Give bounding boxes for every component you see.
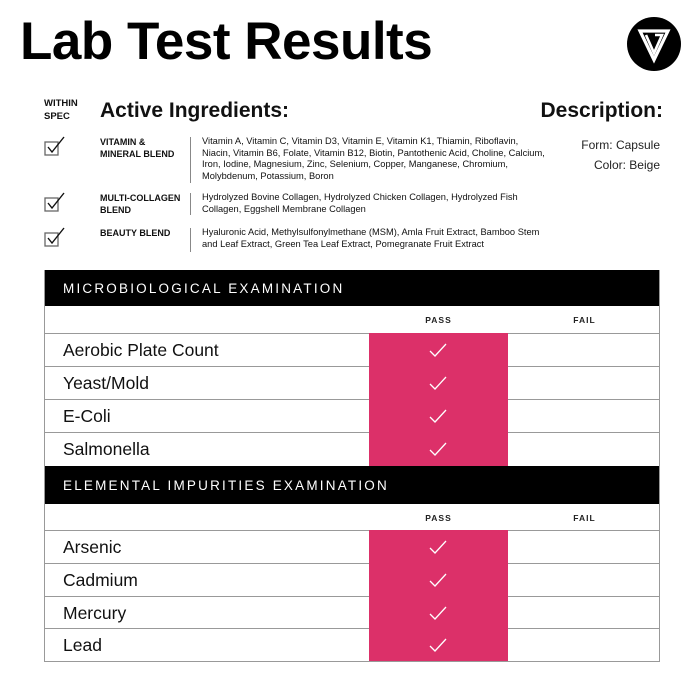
table-row (45, 629, 659, 661)
table-row (45, 367, 659, 400)
pass-cell (369, 366, 508, 399)
blend-ingredient-list: Hydrolyzed Bovine Collagen, Hydrolyzed Chicken Collagen, Hydrolyzed Fish Collagen, Eggshell Membrane Collagen (202, 192, 518, 214)
fail-cell (508, 531, 661, 563)
blend-name-line2: MINERAL BLEND (100, 149, 175, 159)
pass-cell (369, 399, 508, 432)
blend-name-line2: BLEND (100, 205, 131, 215)
check-icon (428, 572, 448, 588)
table-row (45, 564, 659, 597)
blend-name-line1: MULTI-COLLAGEN (100, 193, 181, 203)
fail-cell (508, 400, 661, 432)
test-name: Arsenic (63, 537, 122, 557)
blend-name (100, 136, 190, 160)
check-icon (428, 375, 448, 391)
fail-column-header: FAIL (573, 315, 596, 325)
column-headers (45, 504, 659, 531)
test-name: Cadmium (63, 570, 138, 590)
pass-cell (369, 432, 508, 466)
blend-name (100, 192, 190, 216)
blend-ingredient-list: Vitamin A, Vitamin C, Vitamin D3, Vitamin E, Vitamin K1, Thiamin, Riboflavin, Niacin, Vitamin B6, Folate, Vitamin B12, Biotin, Pantothenic Acid, Choline, Calcium, Iron, Iodine, Magnesium, Zinc, Selenium, Copper, Manganese, Chromium, Molybdenum, Potassium, Boron (202, 136, 545, 181)
section-header-microbiological: MICROBIOLOGICAL EXAMINATION (45, 270, 659, 306)
description-form: Form: Capsule (581, 138, 660, 152)
blend-ingredient-list: Hyaluronic Acid, Methylsulfonylmethane (MSM), Amla Fruit Extract, Bamboo Stem and Leaf Extract, Green Tea Leaf Extract, Pomegranate Fruit Extract (202, 227, 540, 249)
within-spec-line1: WITHIN (44, 98, 78, 109)
table-row (45, 531, 659, 564)
fail-column-header: FAIL (573, 513, 596, 523)
test-name: Mercury (63, 603, 127, 623)
blend-name-line1: VITAMIN & (100, 137, 146, 147)
test-name: Salmonella (63, 439, 150, 459)
pass-cell (369, 530, 508, 563)
within-spec-line2: SPEC (44, 111, 70, 122)
page-title: Lab Test Results (20, 12, 433, 71)
pass-cell (369, 563, 508, 596)
test-name: Aerobic Plate Count (63, 340, 219, 360)
within-spec-label (44, 97, 78, 123)
divider (190, 228, 191, 252)
fail-cell (508, 433, 661, 466)
fail-cell (508, 629, 661, 661)
test-name: E-Coli (63, 406, 111, 426)
table-row (45, 433, 659, 466)
pass-column-header: PASS (425, 513, 452, 523)
table-row (45, 597, 659, 629)
section-header-elemental-impurities: ELEMENTAL IMPURITIES EXAMINATION (45, 466, 659, 504)
pass-cell (369, 628, 508, 661)
check-icon (428, 408, 448, 424)
table-row (45, 400, 659, 433)
fail-cell (508, 334, 661, 366)
fail-cell (508, 367, 661, 399)
pass-cell (369, 333, 508, 366)
blend-name (100, 227, 190, 239)
fail-cell (508, 564, 661, 596)
column-headers (45, 306, 659, 334)
checkbox-checked-icon (44, 192, 66, 212)
test-name: Yeast/Mold (63, 373, 149, 393)
active-ingredients-heading: Active Ingredients: (100, 99, 290, 122)
check-icon (428, 342, 448, 358)
description-color: Color: Beige (593, 158, 660, 172)
pass-column-header: PASS (425, 315, 452, 325)
fail-cell (508, 597, 661, 628)
brand-logo (627, 17, 681, 71)
checkbox-checked-icon (44, 136, 66, 156)
blend-name-line1: BEAUTY BLEND (100, 228, 171, 238)
description-heading: Description: (540, 99, 663, 122)
results-table (44, 270, 660, 662)
check-icon (428, 441, 448, 457)
divider (190, 137, 191, 183)
checkbox-checked-icon (44, 227, 66, 247)
test-name: Lead (63, 635, 102, 655)
inverted-triangle-logo-icon (627, 17, 681, 71)
check-icon (428, 539, 448, 555)
check-icon (428, 605, 448, 621)
divider (190, 193, 191, 215)
table-row (45, 334, 659, 367)
pass-cell (369, 596, 508, 628)
check-icon (428, 637, 448, 653)
